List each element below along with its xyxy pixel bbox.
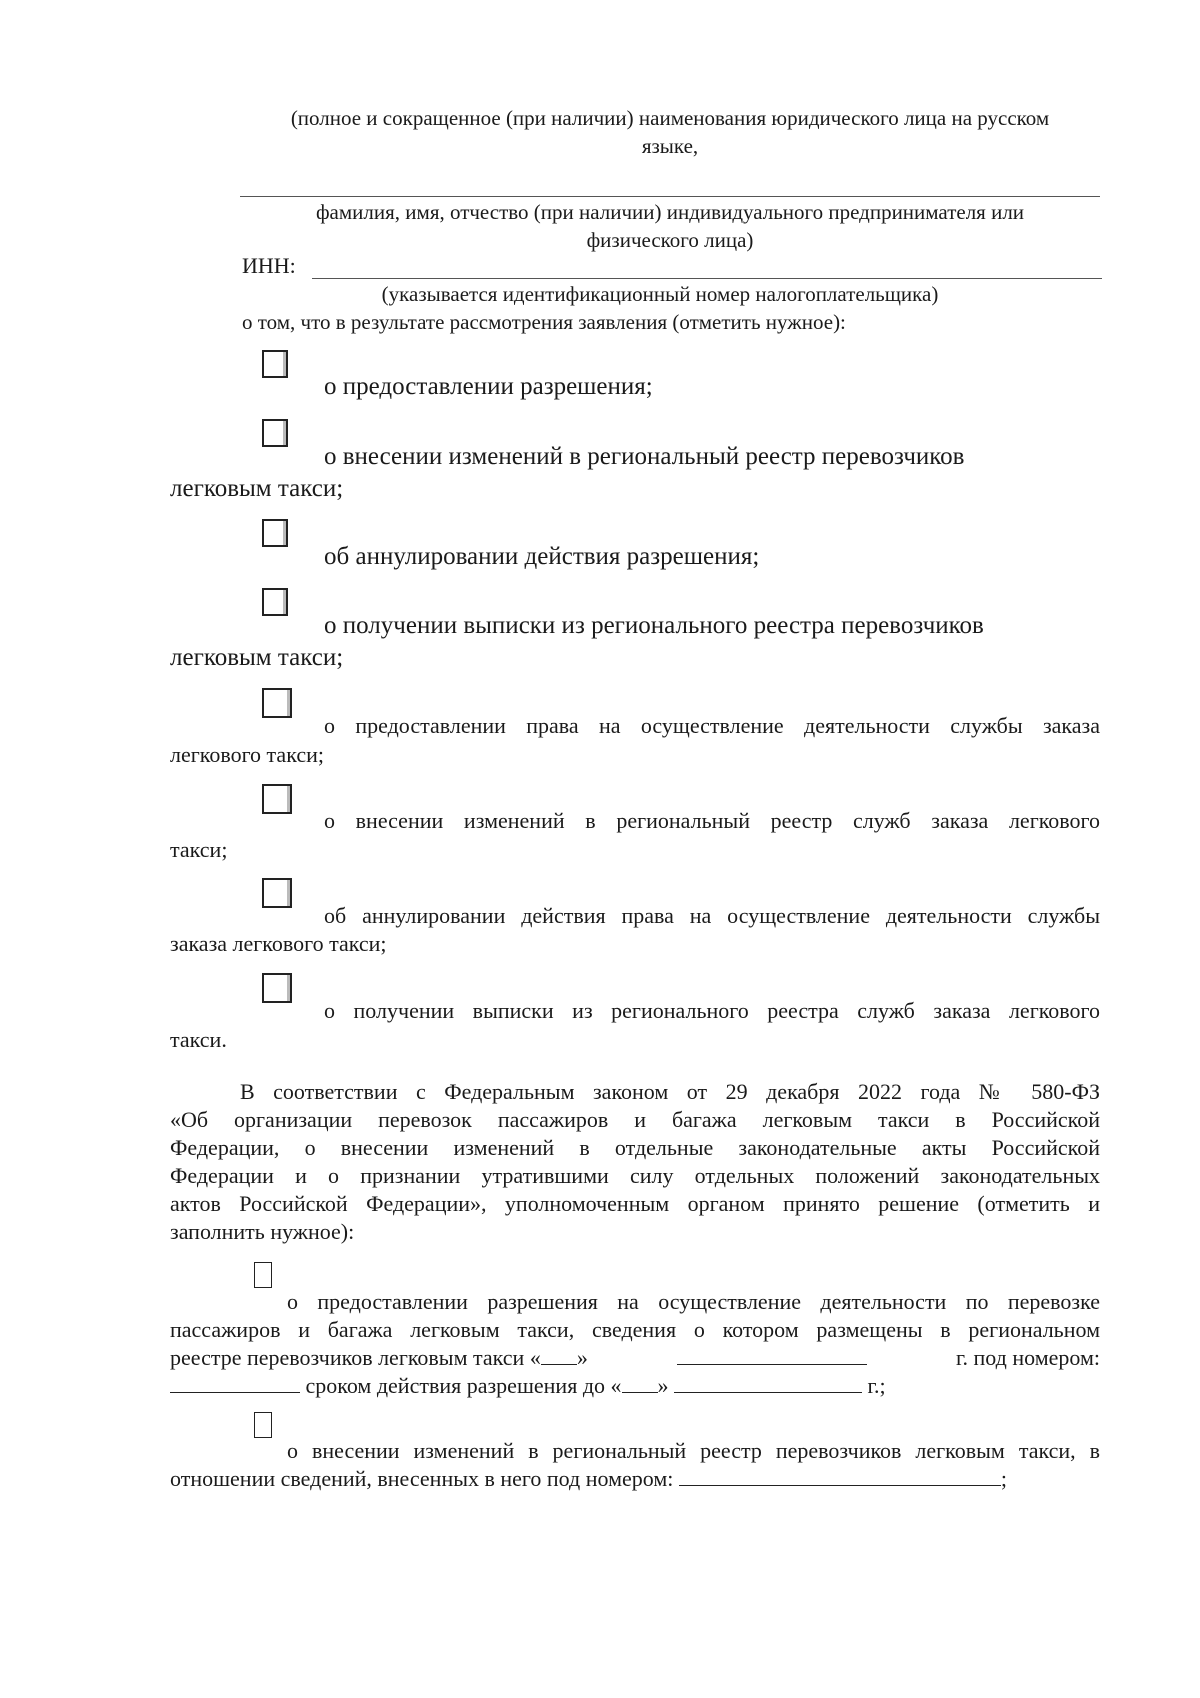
checkbox-option-1[interactable] — [262, 350, 288, 378]
decision-2-end: ; — [1000, 1466, 1008, 1491]
term-text-open: сроком действия разрешения до « — [305, 1373, 622, 1398]
checkbox-option-5[interactable] — [262, 688, 292, 718]
option-3-line-1: об аннулировании действия разрешения; — [324, 543, 760, 570]
person-name-line[interactable] — [240, 196, 1100, 197]
decision-1-line-4 — [170, 1372, 886, 1400]
person-caption — [240, 198, 1100, 254]
term-month-field[interactable] — [674, 1372, 862, 1393]
checkbox-decision-1[interactable] — [254, 1262, 272, 1288]
legal-entity-caption-line-1: (полное и сокращенное (при наличии) наименования юридического лица на русском — [290, 106, 1050, 130]
option-8-line-2: такси. — [170, 1027, 227, 1052]
checkbox-option-2[interactable] — [262, 419, 288, 447]
decision-1-number-label: г. под номером: — [955, 1345, 1100, 1370]
decision-1-registry-text — [170, 1344, 588, 1372]
option-2-line-1: о внесении изменений в региональный реестр перевозчиков — [324, 443, 965, 470]
registry-month-field[interactable] — [677, 1344, 867, 1365]
inn-caption: (указывается идентификационный номер налогоплательщика) — [381, 282, 939, 306]
term-text-close: » — [657, 1373, 669, 1398]
inn-field-line[interactable] — [312, 278, 1102, 279]
option-7-line-2: заказа легкового такси; — [170, 931, 387, 956]
checkbox-option-6[interactable] — [262, 784, 292, 814]
checkbox-decision-2[interactable] — [254, 1412, 272, 1438]
law-line-1: В соответствии с Федеральным законом от 29 декабря 2022 года № 580-ФЗ — [240, 1079, 1100, 1104]
person-caption-line-2: физического лица) — [586, 228, 754, 252]
legal-entity-caption-line-2: языке, — [641, 134, 699, 158]
option-5-line-2: легкового такси; — [170, 742, 324, 767]
decision-2-line-2 — [170, 1465, 1007, 1493]
law-line-4: Федерации и о признании утратившими силу отдельных положений законодательных — [170, 1163, 1100, 1188]
option-6-line-1: о внесении изменений в региональный реестр служб заказа легкового — [324, 808, 1100, 833]
term-day-field[interactable] — [622, 1372, 658, 1393]
inn-label: ИНН: — [242, 253, 296, 278]
checkbox-option-4[interactable] — [262, 588, 288, 616]
registry-text-open: реестре перевозчиков легковым такси « — [170, 1345, 541, 1370]
registry-number-field[interactable] — [170, 1372, 300, 1393]
option-8-line-1: о получении выписки из регионального реестра служб заказа легкового — [324, 998, 1100, 1023]
registry-text-close: » — [576, 1345, 588, 1370]
law-line-6: заполнить нужное): — [170, 1219, 355, 1244]
decision-2-number-label: отношении сведений, внесенных в него под номером: — [170, 1466, 674, 1491]
law-line-3: Федерации, о внесении изменений в отдельные законодательные акты Российской — [170, 1135, 1100, 1160]
option-6-line-2: такси; — [170, 837, 228, 862]
decision-1-line-1: о предоставлении разрешения на осуществление деятельности по перевозке — [287, 1289, 1100, 1314]
law-line-2: «Об организации перевозок пассажиров и багажа легковым такси в Российской — [170, 1107, 1100, 1132]
checkbox-option-8[interactable] — [262, 973, 292, 1003]
person-caption-line-1: фамилия, имя, отчество (при наличии) индивидуального предпринимателя или — [315, 200, 1025, 224]
decision-1-line-3 — [170, 1344, 1100, 1372]
law-paragraph — [170, 1078, 1100, 1246]
option-7-line-1: об аннулировании действия права на осуществление деятельности службы — [324, 903, 1100, 928]
legal-entity-caption — [200, 104, 1140, 160]
option-4-line-1: о получении выписки из регионального реестра перевозчиков — [324, 612, 984, 639]
option-4-line-2: легковым такси; — [170, 644, 344, 671]
option-5-line-1: о предоставлении права на осуществление деятельности службы заказа — [324, 713, 1100, 738]
intro-text: о том, что в результате рассмотрения заявления (отметить нужное): — [242, 310, 846, 334]
decision-1-line-2: пассажиров и багажа легковым такси, сведения о котором размещены в региональном — [170, 1317, 1100, 1342]
decision-2-line-1: о внесении изменений в региональный реестр перевозчиков легковым такси, в — [287, 1438, 1100, 1463]
term-year-suffix: г.; — [867, 1373, 886, 1398]
option-1-line-1: о предоставлении разрешения; — [324, 373, 653, 400]
registry-day-field[interactable] — [541, 1344, 577, 1365]
decision-2-number-field[interactable] — [679, 1465, 1001, 1486]
law-line-5: актов Российской Федерации», уполномоченным органом принято решение (отметить и — [170, 1191, 1100, 1216]
checkbox-option-3[interactable] — [262, 519, 288, 547]
checkbox-option-7[interactable] — [262, 878, 292, 908]
option-2-line-2: легковым такси; — [170, 475, 344, 502]
